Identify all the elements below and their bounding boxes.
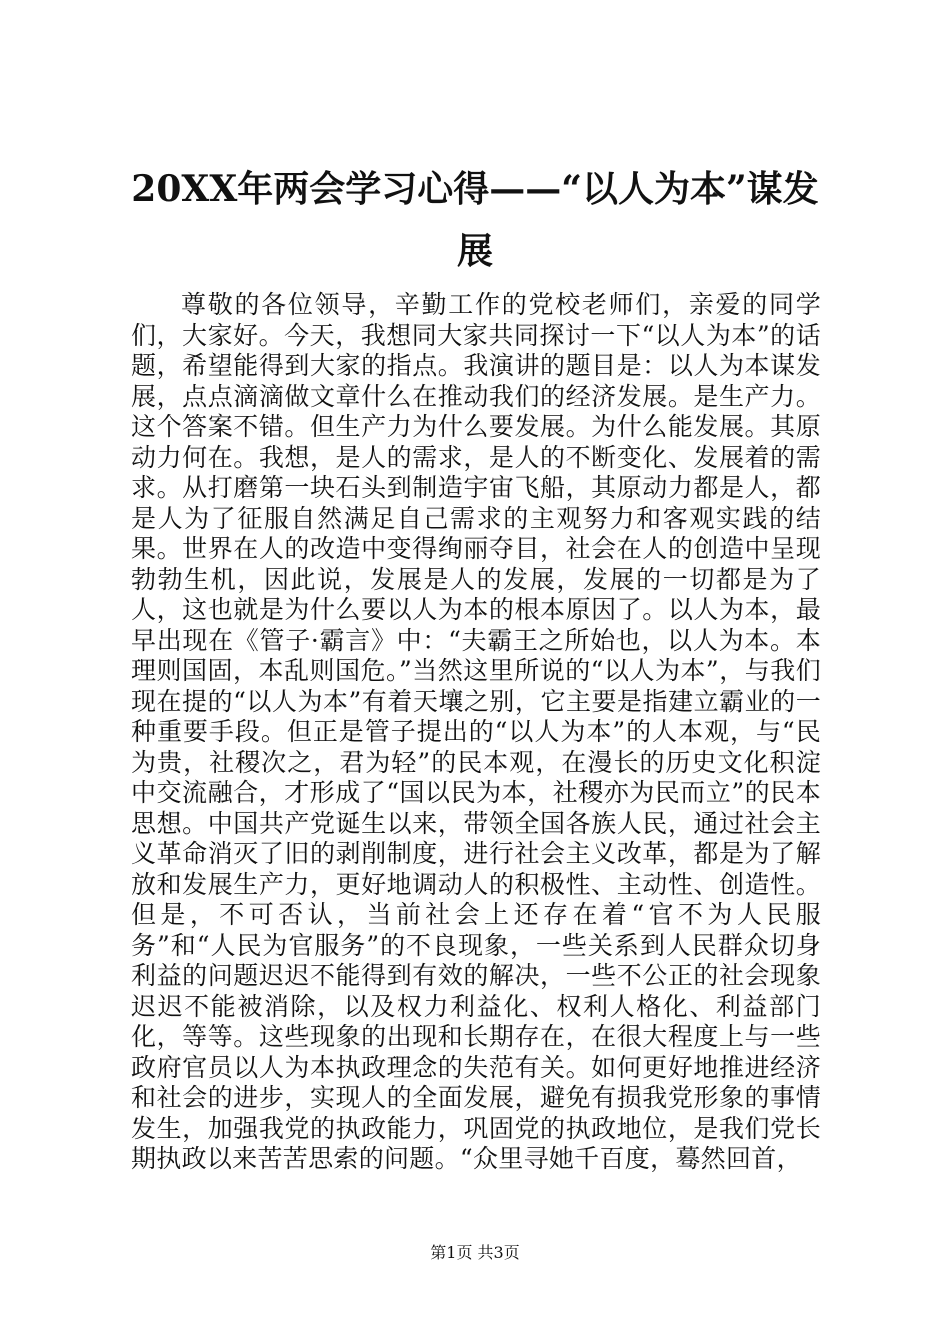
body-paragraph: 尊敬的各位领导，辛勤工作的党校老师们，亲爱的同学们，大家好。今天，我想同大家共同探讨一下“以人为本”的话题，希望能得到大家的指点。我演讲的题目是：以人为本谋发展，点点滴滴做文章什么在推动我们的经济发展。是生产力。这个答案不错。但生产力为什么要发展。为什么能发展。其原动力何在。我想，是人的需求，是人的不断变化、发展着的需求。从打磨第一块石头到制造宇宙飞船，其原动力都是人，都是人为了征服自然满足自己需求的主观努力和客观实践的结果。世界在人的改造中变得绚丽夺目，社会在人的创造中呈现勃勃生机，因此说，发展是人的发展，发展的一切都是为了人，这也就是为什么要以人为本的根本原因了。以人为本，最早出现在《管子·霸言》中：“夫霸王之所始也，以人为本。本理则国固，本乱则国危。”当然这里所说的“以人为本”，与我们现在提的“以人为本”有着天壤之别，它主要是指建立霸业的一种重要手段。但正是管子提出的“以人为本”的人本观，与“民为贵，社稷次之，君为轻”的民本观，在漫长的历史文化积淀中交流融合，才形成了“国以民为本，社稷亦为民而立”的民本思想。中国共产党诞生以来，带领全国各族人民，通过社会主义革命消灭了旧的剥削制度，进行社会主义改革，都是为了解放和发展生产力，更好地调动人的积极性、主动性、创造性。但是，不可否认，当前社会上还存在着“官不为人民服务”和“人民为官服务”的不良现象，一些关系到人民群众切身利益的问题迟迟不能得到有效的解决，一些不公正的社会现象迟迟不能被消除，以及权力利益化、权利人格化、利益部门化，等等。这些现象的出现和长期存在，在很大程度上与一些政府官员以人为本执政理念的失范有关。如何更好地推进经济和社会的进步，实现人的全面发展，避免有损我党形象的事情发生，加强我党的执政能力，巩固党的执政地位，是我们党长期执政以来苦苦思索的问题。“众里寻她千百度，蓦然回首，: [131, 290, 821, 1173]
document-title: 20XX年两会学习心得——“以人为本”谋发展: [131, 168, 819, 272]
page-footer: 第1页 共3页: [430, 1243, 520, 1262]
